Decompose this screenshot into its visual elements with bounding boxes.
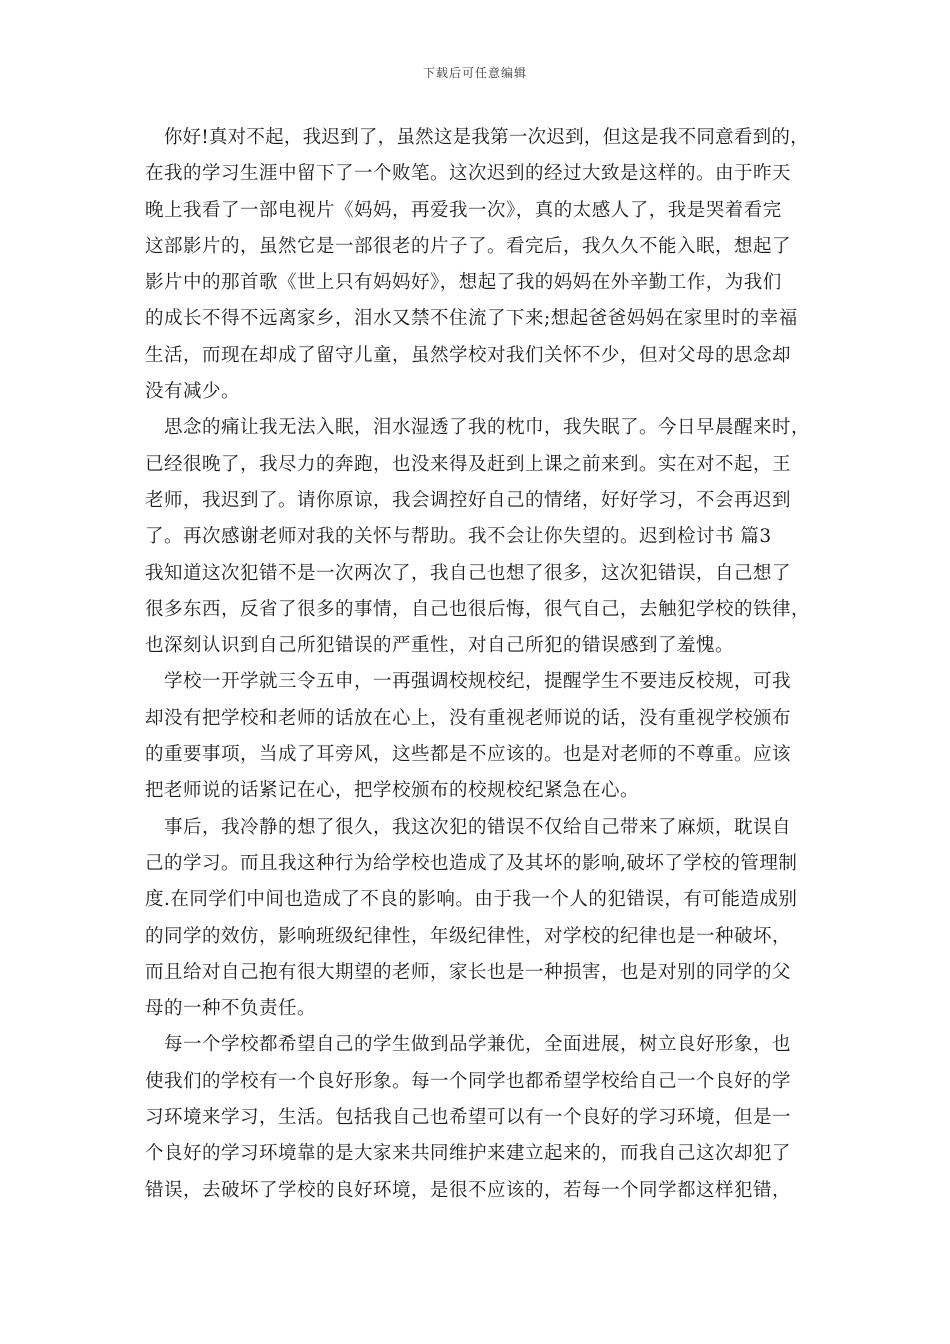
paragraph-line: 事后，我冷静的想了很久，我这次犯的错误不仅给自己带来了麻烦，耽误自 [145, 816, 792, 838]
paragraph-line: 晚上我看了一部电视片《妈妈，再爱我一次》，真的太感人了，我是哭着看完 [145, 199, 782, 221]
paragraph-line: 的成长不得不远离家乡，泪水又禁不住流了下来;想起爸爸妈妈在家里时的幸福 [145, 308, 798, 330]
paragraph-line: 习环境来学习，生活。包括我自己也希望可以有一个良好的学习环境，但是一 [145, 1107, 792, 1129]
paragraph-line: 你好!真对不起，我迟到了，虽然这是我第一次迟到，但这是我不同意看到的， [145, 127, 809, 148]
paragraph-line: 而且给对自己抱有很大期望的老师，家长也是一种损害，也是对别的同学的父 [145, 961, 792, 983]
document-body [145, 120, 810, 1209]
paragraph-line: 很多东西，反省了很多的事情，自己也很后悔，很气自己，去触犯学校的铁律， [145, 598, 811, 620]
paragraph-line: 没有减少。 [145, 381, 241, 403]
paragraph-line: 影片中的那首歌《世上只有妈妈好》，想起了我的妈妈在外辛勤工作，为我们 [145, 272, 782, 294]
paragraph-line: 思念的痛让我无法入眠，泪水湿透了我的枕巾，我失眠了。今日早晨醒来时， [145, 417, 811, 439]
paragraph-line: 个良好的学习环境靠的是大家来共同维护来建立起来的，而我自己这次却犯了 [145, 1143, 792, 1165]
paragraph-line: 度.在同学们中间也造成了不良的影响。由于我一个人的犯错误，有可能造成别 [145, 889, 798, 911]
paragraph-line: 使我们的学校有一个良好形象。每一个同学也都希望学校给自己一个良好的学 [145, 1070, 792, 1092]
paragraph-line: 这部影片的，虽然它是一部很老的片子了。看完后，我久久不能入眠，想起了 [145, 235, 792, 257]
paragraph-line: 老师，我迟到了。请你原谅，我会调控好自己的情绪，好好学习，不会再迟到 [145, 489, 792, 511]
paragraph-line: 也深刻认识到自己所犯错误的严重性，对自己所犯的错误感到了羞愧。 [145, 635, 735, 657]
paragraph-line: 每一个学校都希望自己的学生做到品学兼优，全面进展，树立良好形象，也 [145, 1034, 792, 1056]
paragraph-line: 在我的学习生涯中留下了一个败笔。这次迟到的经过大致是这样的。由于昨天 [145, 163, 792, 185]
paragraph-line: 的重要事项，当成了耳旁风，这些都是不应该的。也是对老师的不尊重。应该 [145, 744, 792, 766]
page-header-note: 下载后可任意编辑 [422, 66, 527, 80]
paragraph-line: 己的学习。而且我这种行为给学校也造成了及其坏的影响,破坏了学校的管理制 [145, 852, 798, 874]
paragraph-line: 生活，而现在却成了留守儿童，虽然学校对我们关怀不少，但对父母的思念却 [145, 344, 792, 366]
paragraph-line: 母的一种不负责任。 [145, 998, 317, 1020]
paragraph-line: 却没有把学校和老师的话放在心上，没有重视老师说的话，没有重视学校颁布 [145, 707, 792, 729]
paragraph-line: 的同学的效仿，影响班级纪律性，年级纪律性，对学校的纪律也是一种破坏， [145, 925, 792, 947]
paragraph-line: 把老师说的话紧记在心，把学校颁布的校规校纪紧急在心。 [145, 780, 640, 802]
paragraph-line: 我知道这次犯错不是一次两次了，我自己也想了很多，这次犯错误，自己想了 [145, 562, 792, 584]
paragraph-line: 已经很晚了，我尽力的奔跑，也没来得及赶到上课之前来到。实在对不起，王 [145, 453, 792, 475]
paragraph-line: 了。再次感谢老师对我的关怀与帮助。我不会让你失望的。迟到检讨书 篇3 [145, 526, 772, 548]
paragraph-line: 错误，去破坏了学校的良好环境，是很不应该的，若每一个同学都这样犯错， [145, 1179, 792, 1201]
paragraph-line: 学校一开学就三令五申，一再强调校规校纪，提醒学生不要违反校规，可我 [145, 671, 792, 693]
